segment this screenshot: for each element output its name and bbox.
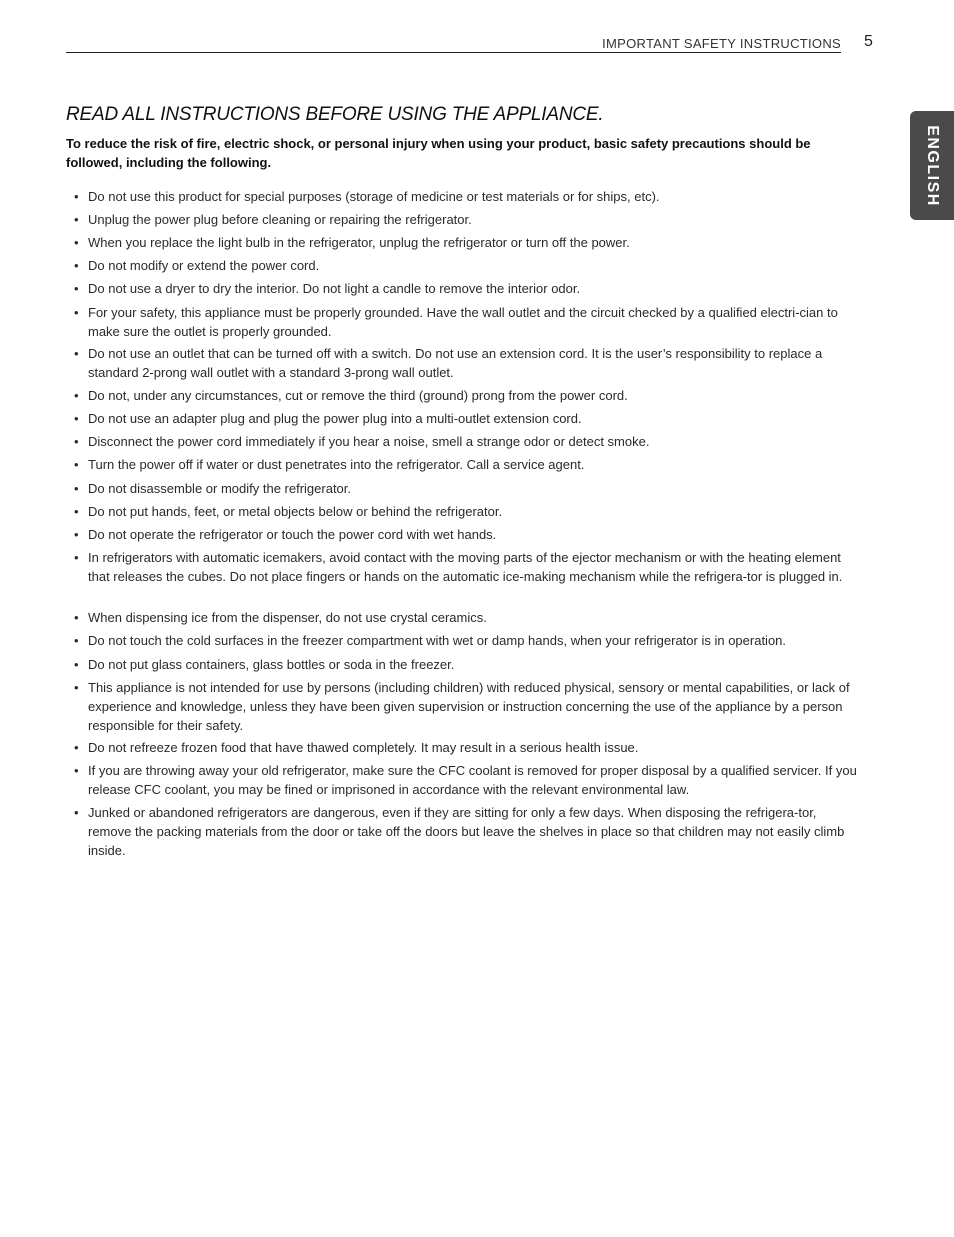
- list-item: • Do not use a dryer to dry the interior. Do not light a candle to remove the interior odor.: [88, 280, 863, 299]
- list-item: • Do not, under any circumstances, cut or remove the third (ground) prong from the power cord.: [88, 387, 863, 406]
- language-tab-label: ENGLISH: [924, 124, 941, 207]
- list-item: • Do not modify or extend the power cord.: [88, 257, 863, 276]
- language-tab: [910, 111, 954, 220]
- list-item: • This appliance is not intended for use by persons (including children) with reduced physical, sensory or mental capabilities, or lack of experience and knowledge, unless they have been given supervision or instruction concerning the use of the appliance by a person responsible for their safety.: [88, 679, 863, 735]
- list-item: • Do not use an outlet that can be turned off with a switch. Do not use an extension cord. It is the user’s responsibility to replace a standard 2-prong wall outlet with a standard 3-prong wall outlet.: [88, 345, 863, 383]
- list-item: • When you replace the light bulb in the refrigerator, unplug the refrigerator or turn off the power.: [88, 234, 863, 253]
- list-item: • Unplug the power plug before cleaning or repairing the refrigerator.: [88, 211, 863, 230]
- list-item: • Do not put hands, feet, or metal objects below or behind the refrigerator.: [88, 503, 863, 522]
- intro-paragraph: To reduce the risk of fire, electric shock, or personal injury when using your product, basic safety precautions should be followed, including the following.: [66, 136, 811, 170]
- list-item: • Do not put glass containers, glass bottles or soda in the freezer.: [88, 656, 863, 675]
- list-item: • Turn the power off if water or dust penetrates into the refrigerator. Call a service agent.: [88, 456, 863, 475]
- list-item: • In refrigerators with automatic icemakers, avoid contact with the moving parts of the ejector mechanism or with the heating element that releases the cubes. Do not place fingers or hands on the automatic ice-making mechanism while the refrigera-tor is plugged in.: [88, 549, 863, 587]
- list-item: • If you are throwing away your old refrigerator, make sure the CFC coolant is removed for proper disposal by a qualified servicer. If you release CFC coolant, you may be fined or imprisoned in accordance with the relevant environmental law.: [88, 762, 863, 800]
- page-number: 5: [864, 33, 873, 50]
- list-item: • Do not disassemble or modify the refrigerator.: [88, 480, 863, 499]
- list-item: • Do not refreeze frozen food that have thawed completely. It may result in a serious health issue.: [88, 739, 863, 758]
- list-item: • Do not use this product for special purposes (storage of medicine or test materials or for ships, etc).: [88, 188, 863, 207]
- section-title: IMPORTANT SAFETY INSTRUCTIONS: [602, 36, 841, 51]
- list-item: • Do not operate the refrigerator or touch the power cord with wet hands.: [88, 526, 863, 545]
- list-item: • For your safety, this appliance must be properly grounded. Have the wall outlet and the circuit checked by a qualified electri-cian to make sure the outlet is properly grounded.: [88, 304, 863, 342]
- list-item: • Disconnect the power cord immediately if you hear a noise, smell a strange odor or detect smoke.: [88, 433, 863, 452]
- list-item: • Junked or abandoned refrigerators are dangerous, even if they are sitting for only a few days. When disposing the refrigera-tor, remove the packing materials from the door or take off the doors but leave the shelves in place so that children may not easily climb inside.: [88, 804, 863, 860]
- page-heading: READ ALL INSTRUCTIONS BEFORE USING THE APPLIANCE.: [66, 104, 604, 125]
- list-item: • Do not touch the cold surfaces in the freezer compartment with wet or damp hands, when your refrigerator is in operation.: [88, 632, 863, 651]
- list-item: • When dispensing ice from the dispenser, do not use crystal ceramics.: [88, 609, 863, 628]
- header-divider: [66, 52, 841, 53]
- list-item: • Do not use an adapter plug and plug the power plug into a multi-outlet extension cord.: [88, 410, 863, 429]
